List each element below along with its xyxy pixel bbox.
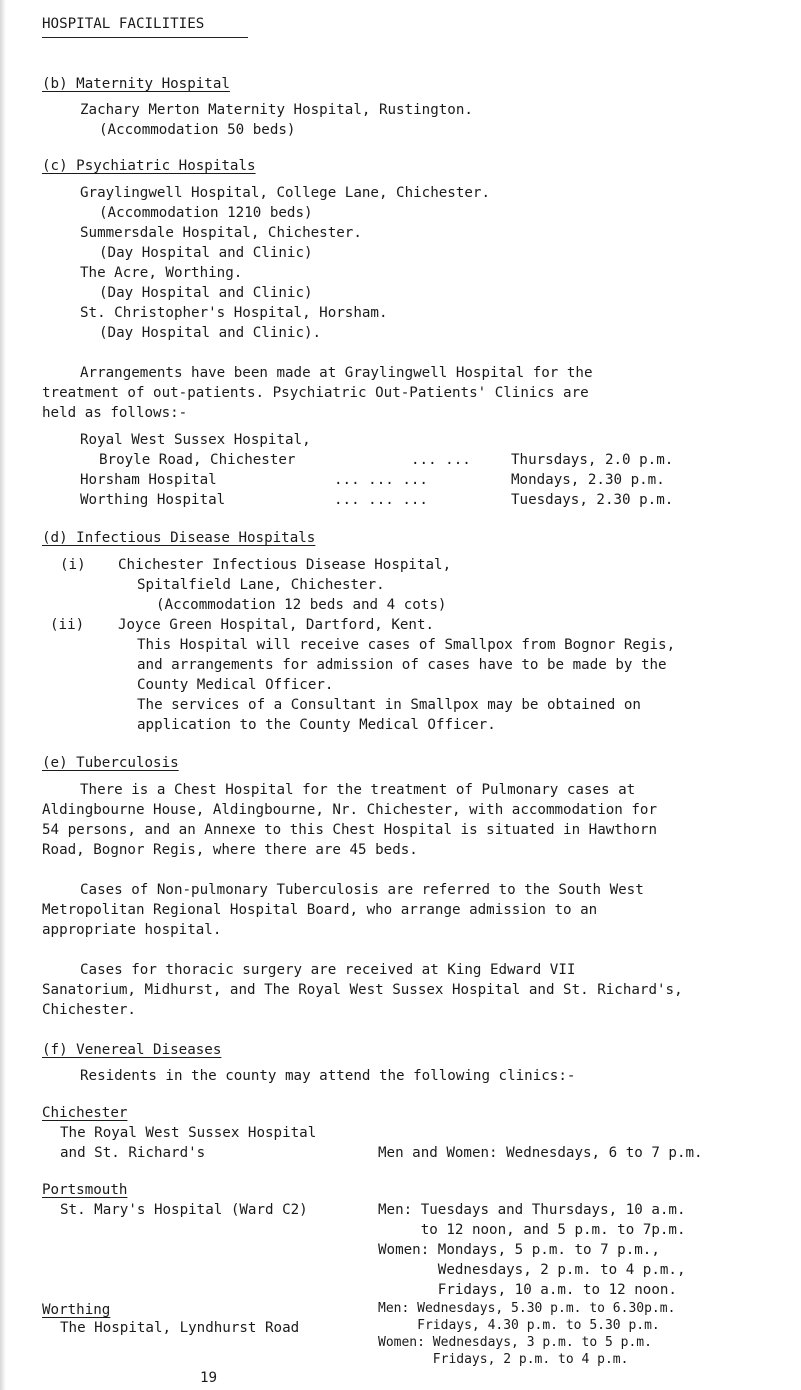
tb-line: 54 persons, and an Annexe to this Chest Hospital is situated in Hawthorn (42, 822, 657, 838)
clinic-hospital: The Royal West Sussex Hospital (60, 1125, 317, 1141)
psychiatric-line: Summersdale Hospital, Chichester. (80, 225, 362, 241)
clinic-times: Fridays, 10 a.m. to 12 noon. (378, 1282, 677, 1298)
infectious-line: County Medical Officer. (137, 677, 334, 693)
page-header: HOSPITAL FACILITIES (42, 16, 205, 32)
arrangements-line: treatment of out-patients. Psychiatric Out-Patients' Clinics are (42, 385, 589, 401)
clinic-times: Men: Wednesdays, 5.30 p.m. to 6.30p.m. (378, 1301, 676, 1316)
psychiatric-line: (Day Hospital and Clinic) (99, 245, 313, 261)
clinic-time: Thursdays, 2.0 p.m. (511, 452, 674, 468)
clinic-times: Women: Mondays, 5 p.m. to 7 p.m., (378, 1242, 660, 1258)
clinic-hospital: St. Mary's Hospital (Ward C2) (60, 1202, 308, 1218)
clinic-town: Portsmouth (42, 1182, 128, 1198)
clinic-times: to 12 noon, and 5 p.m. to 7p.m. (378, 1222, 686, 1238)
clinic-times: Fridays, 4.30 p.m. to 5.30 p.m. (378, 1318, 660, 1333)
psychiatric-line: (Day Hospital and Clinic). (99, 325, 322, 341)
clinic-row (80, 490, 760, 510)
tb-line: Cases of Non-pulmonary Tuberculosis are referred to the South West (80, 882, 644, 898)
infectious-heading: (d) Infectious Disease Hospitals (42, 530, 316, 546)
page-edge-shadow (0, 0, 6, 1390)
infectious-line: The services of a Consultant in Smallpox may be obtained on (137, 697, 641, 713)
clinic-times: Men and Women: Wednesdays, 6 to 7 p.m. (378, 1145, 703, 1161)
clinic-town: Worthing (42, 1302, 111, 1318)
infectious-line: Chichester Infectious Disease Hospital, (118, 557, 452, 573)
tb-line: Cases for thoracic surgery are received at King Edward VII (80, 962, 576, 978)
infectious-line: (Accommodation 12 beds and 4 cots) (156, 597, 447, 613)
infectious-label-ii: (ii) (50, 617, 85, 633)
clinic-times: Women: Wednesdays, 3 p.m. to 5 p.m. (378, 1335, 652, 1350)
psychiatric-line: Graylingwell Hospital, College Lane, Chichester. (80, 185, 490, 201)
clinic-place: Royal West Sussex Hospital, (80, 432, 311, 448)
clinic-hospital: The Hospital, Lyndhurst Road (60, 1320, 300, 1336)
arrangements-line: held as follows:- (42, 405, 188, 421)
arrangements-line: Arrangements have been made at Graylingwell Hospital for the (80, 365, 593, 381)
infectious-label-i: (i) (60, 557, 86, 573)
clinic-town: Chichester (42, 1105, 128, 1121)
clinic-dots: ... ... ... (334, 472, 428, 488)
infectious-line: and arrangements for admission of cases have to be made by the (137, 657, 667, 673)
clinic-time: Mondays, 2.30 p.m. (511, 472, 665, 488)
psychiatric-line: The Acre, Worthing. (80, 265, 243, 281)
clinic-dots: ... ... (411, 452, 471, 468)
infectious-line: This Hospital will receive cases of Smallpox from Bognor Regis, (137, 637, 676, 653)
psychiatric-line: (Day Hospital and Clinic) (99, 285, 313, 301)
clinic-time: Tuesdays, 2.30 p.m. (511, 492, 674, 508)
clinic-times: Wednesdays, 2 p.m. to 4 p.m., (378, 1262, 686, 1278)
clinic-place: Broyle Road, Chichester (99, 452, 296, 468)
tb-line: Aldingbourne House, Aldingbourne, Nr. Chichester, with accommodation for (42, 802, 657, 818)
clinic-row (80, 470, 760, 490)
clinic-place: Worthing Hospital (80, 492, 226, 508)
clinic-times: Fridays, 2 p.m. to 4 p.m. (378, 1352, 629, 1367)
maternity-line: (Accommodation 50 beds) (99, 122, 296, 138)
tb-line: appropriate hospital. (42, 922, 222, 938)
infectious-line: Spitalfield Lane, Chichester. (137, 577, 385, 593)
tb-line: There is a Chest Hospital for the treatment of Pulmonary cases at (80, 782, 636, 798)
clinic-row (99, 450, 759, 470)
tb-line: Sanatorium, Midhurst, and The Royal West Sussex Hospital and St. Richard's, (42, 982, 683, 998)
maternity-line: Zachary Merton Maternity Hospital, Rustington. (80, 102, 473, 118)
clinic-hospital: and St. Richard's (60, 1145, 206, 1161)
psychiatric-line: (Accommodation 1210 beds) (99, 205, 313, 221)
clinic-times: Men: Tuesdays and Thursdays, 10 a.m. (378, 1202, 686, 1218)
clinic-place: Horsham Hospital (80, 472, 217, 488)
tb-line: Road, Bognor Regis, where there are 45 beds. (42, 842, 418, 858)
tuberculosis-heading: (e) Tuberculosis (42, 755, 179, 771)
venereal-intro: Residents in the county may attend the following clinics:- (80, 1068, 576, 1084)
page-number: 19 (200, 1370, 218, 1386)
maternity-heading: (b) Maternity Hospital (42, 76, 230, 92)
infectious-line: Joyce Green Hospital, Dartford, Kent. (118, 617, 435, 633)
venereal-heading: (f) Venereal Diseases (42, 1042, 222, 1058)
header-rule (42, 37, 248, 38)
tb-line: Metropolitan Regional Hospital Board, who arrange admission to an (42, 902, 598, 918)
clinic-dots: ... ... ... (334, 492, 428, 508)
infectious-line: application to the County Medical Officer. (137, 717, 496, 733)
tb-line: Chichester. (42, 1002, 136, 1018)
psychiatric-heading: (c) Psychiatric Hospitals (42, 158, 256, 174)
psychiatric-line: St. Christopher's Hospital, Horsham. (80, 305, 388, 321)
